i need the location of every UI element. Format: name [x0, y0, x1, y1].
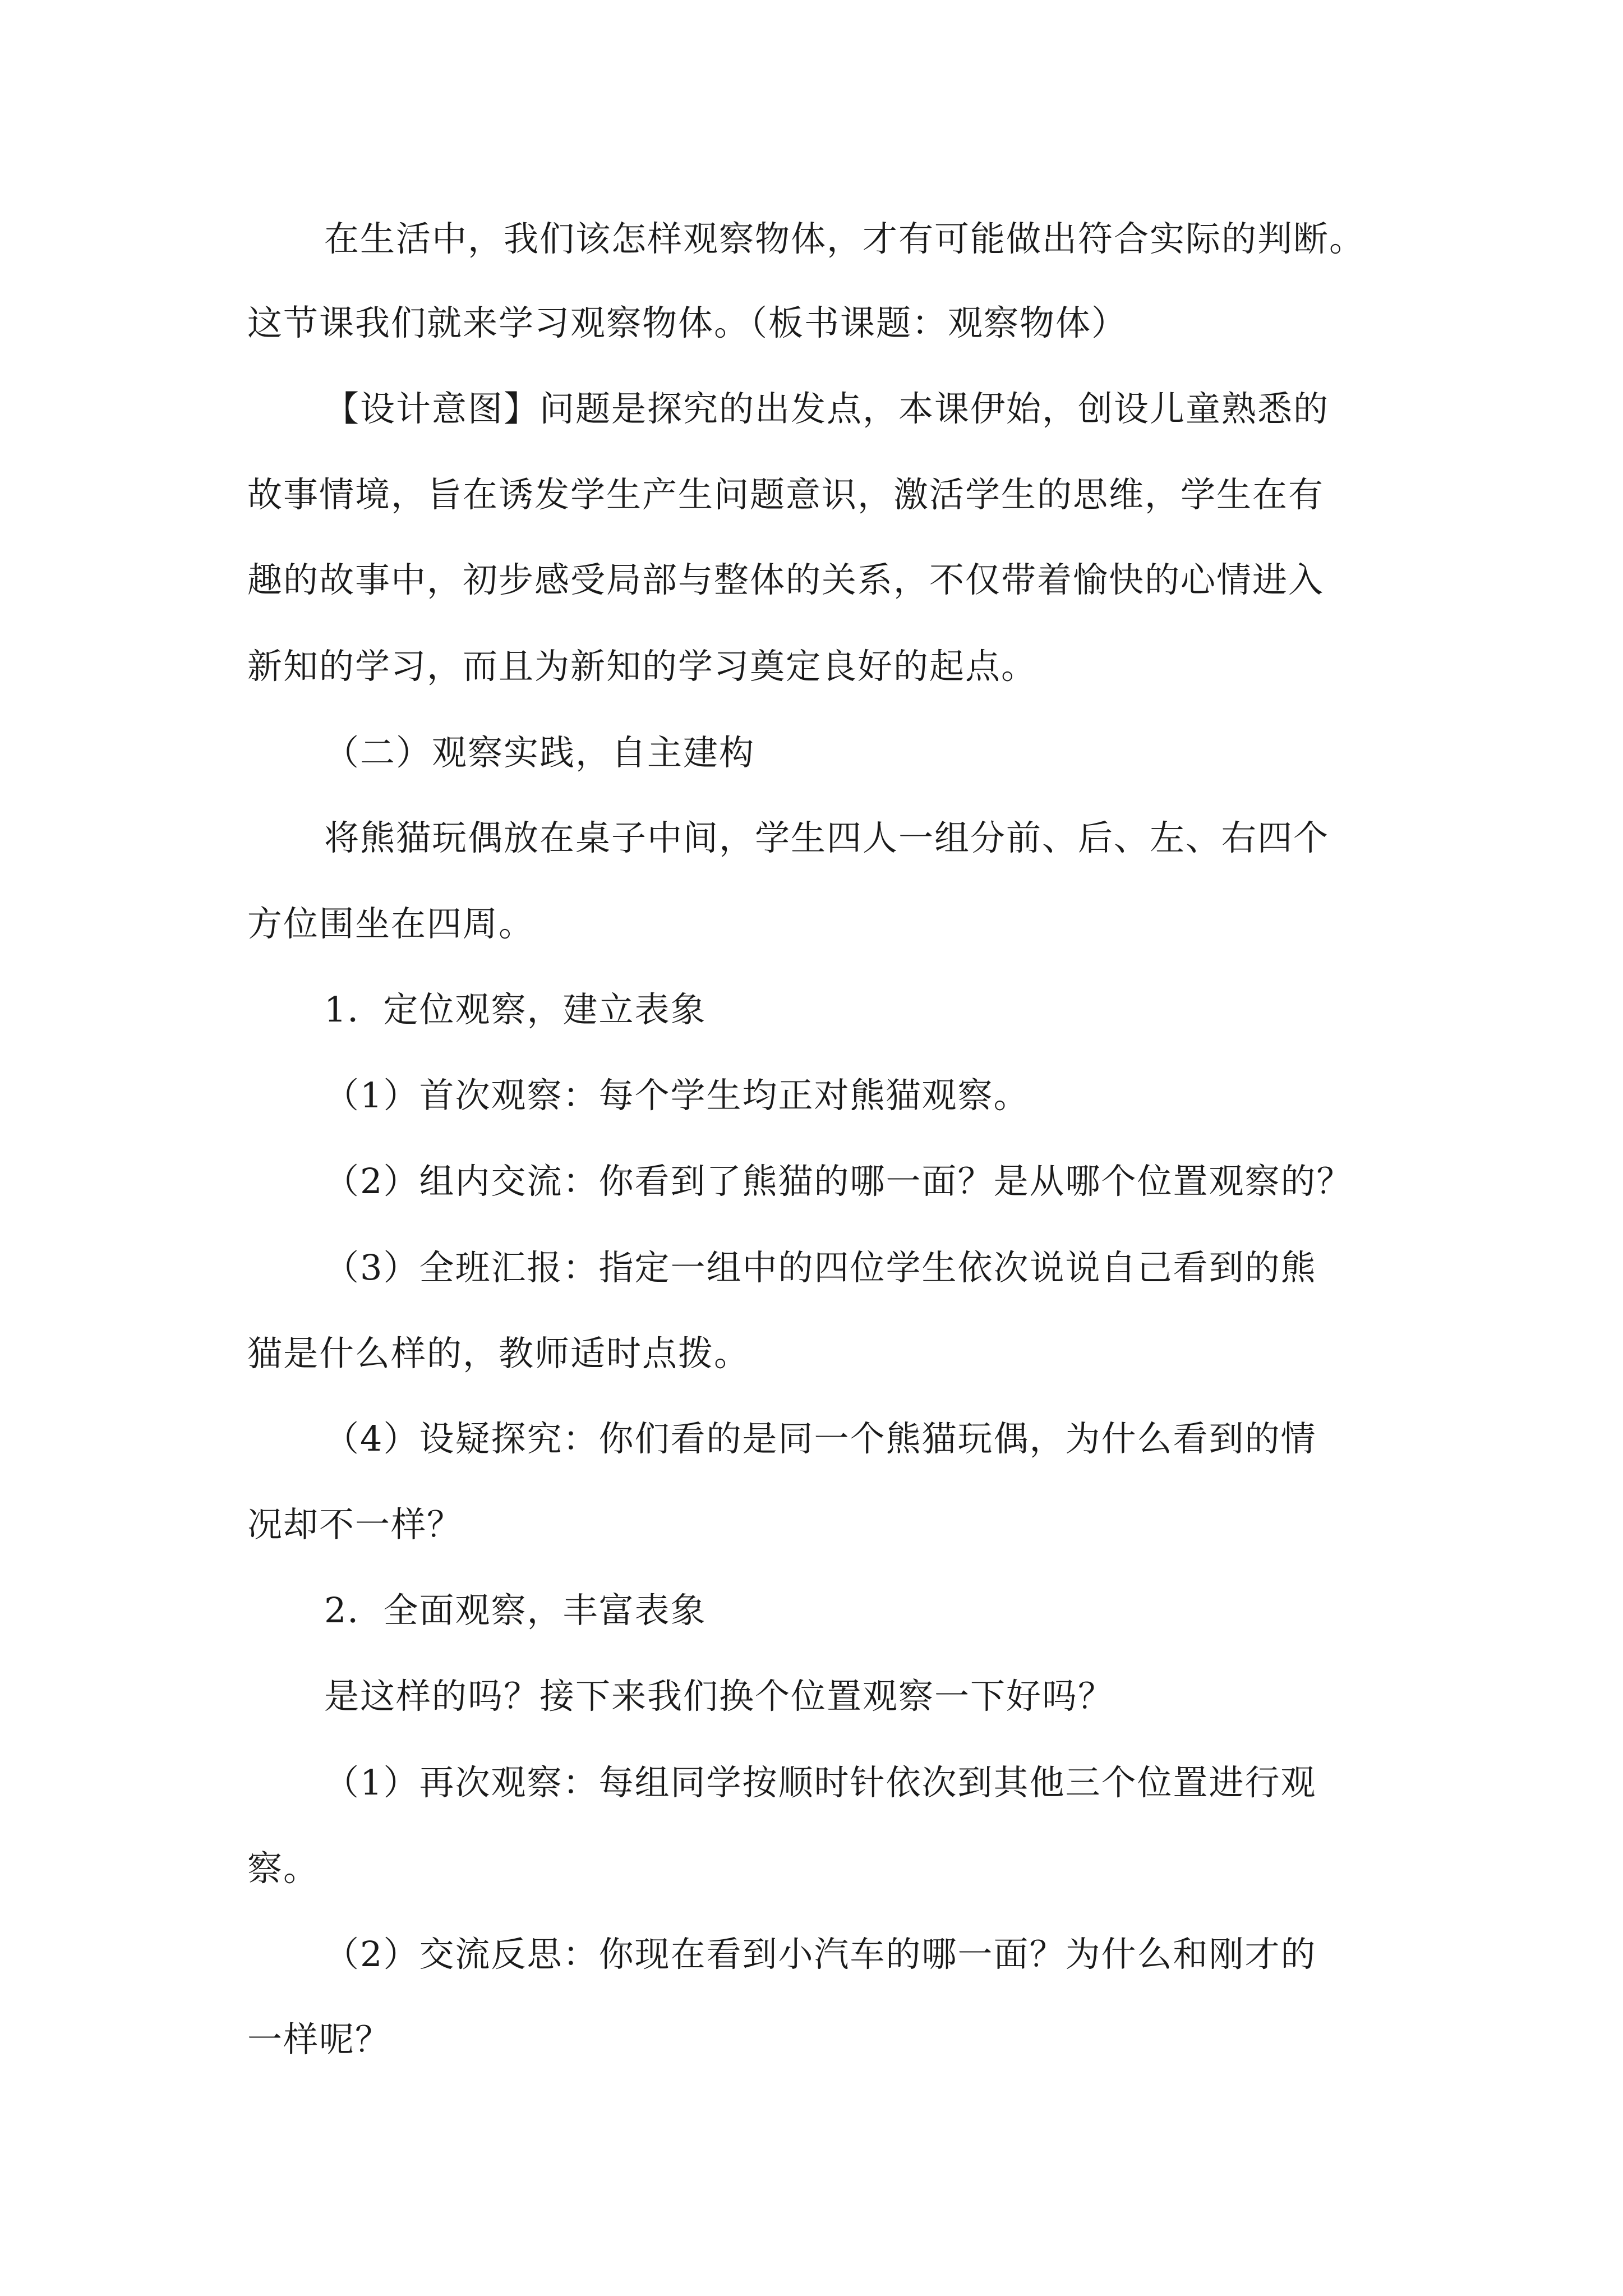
text-line: （2）交流反思：你现在看到小汽车的哪一面？为什么和刚才的 — [324, 1934, 1317, 1975]
text-line: 新知的学习，而且为新知的学习奠定良好的起点。 — [247, 646, 1038, 687]
text-line: 故事情境，旨在诱发学生产生问题意识，激活学生的思维，学生在有 — [247, 474, 1325, 515]
text-line: 猫是什么样的，教师适时点拨。 — [247, 1333, 750, 1374]
text-line: 趣的故事中，初步感受局部与整体的关系，不仅带着愉快的心情进入 — [247, 559, 1325, 600]
text-line: 在生活中，我们该怎样观察物体，才有可能做出符合实际的判断。 — [324, 218, 1366, 259]
subsection-heading: 1．定位观察，建立表象 — [324, 989, 707, 1030]
text-line: 察。 — [247, 1848, 320, 1889]
text-line: （4）设疑探究：你们看的是同一个熊猫玩偶，为什么看到的情 — [324, 1418, 1317, 1459]
text-line: （1）首次观察：每个学生均正对熊猫观察。 — [324, 1075, 1030, 1116]
text-line: 方位围坐在四周。 — [247, 903, 535, 944]
text-line: 将熊猫玩偶放在桌子中间，学生四人一组分前、后、左、右四个 — [324, 817, 1330, 858]
text-line: （3）全班汇报：指定一组中的四位学生依次说说自己看到的熊 — [324, 1247, 1317, 1288]
text-line: 况却不一样？ — [247, 1504, 463, 1545]
text-line: 一样呢？ — [247, 2019, 391, 2060]
text-line: （2）组内交流：你看到了熊猫的哪一面？是从哪个位置观察的？ — [324, 1161, 1353, 1202]
text-line: 【设计意图】问题是探究的出发点，本课伊始，创设儿童熟悉的 — [324, 388, 1330, 429]
subsection-heading: 2．全面观察，丰富表象 — [324, 1590, 707, 1631]
text-line: 是这样的吗？接下来我们换个位置观察一下好吗？ — [324, 1676, 1114, 1717]
text-line: （1）再次观察：每组同学按顺时针依次到其他三个位置进行观 — [324, 1762, 1317, 1803]
text-line: 这节课我们就来学习观察物体。（板书课题：观察物体） — [247, 302, 1128, 343]
section-heading: （二）观察实践，自主建构 — [324, 732, 755, 773]
